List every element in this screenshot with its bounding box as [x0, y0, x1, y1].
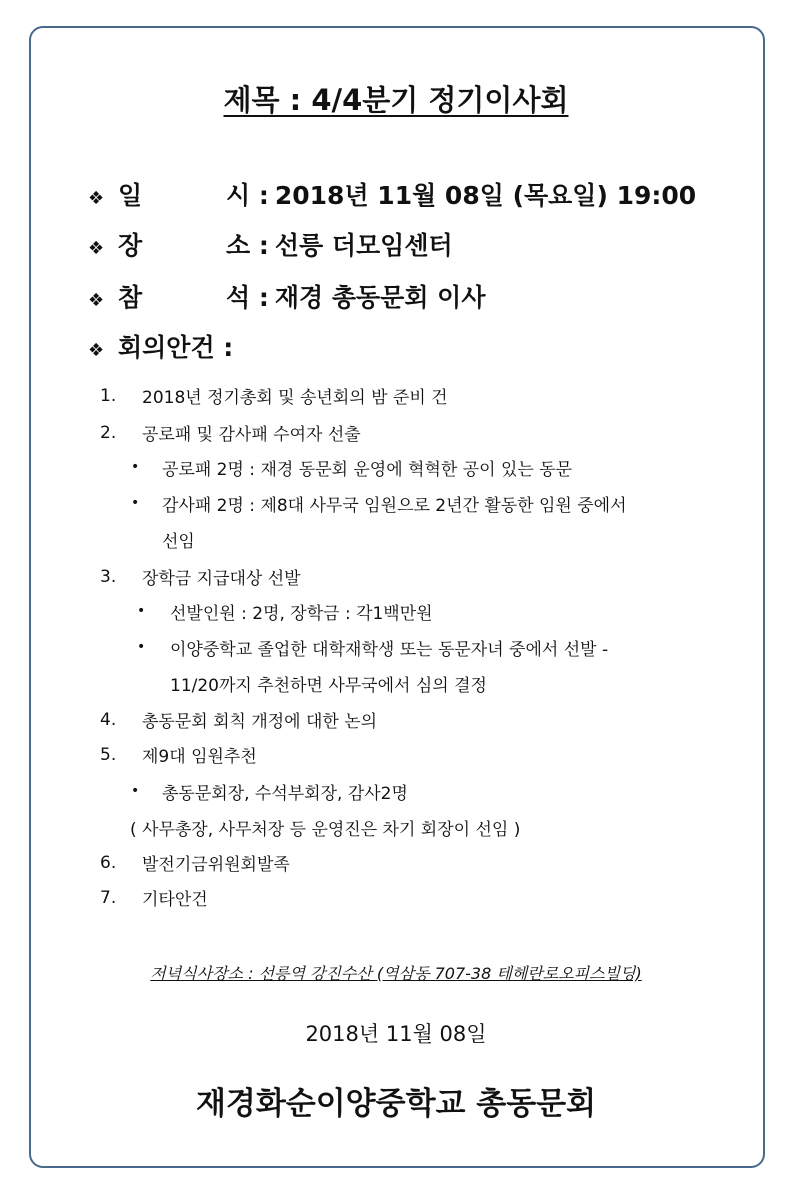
agenda-item-3: 장학금 지급대상 선발: [142, 569, 301, 589]
info-attend-label-tail: 석 :: [226, 283, 269, 312]
diamond-bullet-icon: ❖: [88, 238, 105, 259]
agenda-number: 7.: [100, 888, 117, 908]
info-place-label: 장: [118, 231, 143, 260]
info-place-label-tail: 소 :: [226, 231, 269, 260]
info-attend-label: 참: [118, 283, 143, 312]
info-attend-row: [88, 278, 486, 318]
info-date-value: 2018년 11월 08일 (목요일) 19:00: [274, 181, 697, 210]
agenda-item-5: 제9대 임원추천: [142, 747, 257, 767]
bullet-dot-icon: •: [131, 783, 140, 799]
bullet-dot-icon: •: [137, 639, 146, 655]
info-date-label: 일: [118, 181, 143, 210]
diamond-bullet-icon: ❖: [88, 340, 105, 361]
agenda-number: 2.: [100, 423, 117, 443]
agenda-item-4: 총동문회 회칙 개정에 대한 논의: [142, 712, 378, 732]
agenda-item-2-sub-2-cont: 선임: [162, 532, 195, 552]
agenda-item-3-sub-2: 이양중학교 졸업한 대학재학생 또는 동문자녀 중에서 선발 -: [170, 640, 609, 660]
info-place-row: [88, 226, 453, 266]
agenda-item-3-sub-2-cont: 11/20까지 추천하면 사무국에서 심의 결정: [170, 676, 487, 696]
agenda-number: 4.: [100, 710, 117, 730]
info-place-value: 선릉 더모임센터: [274, 231, 453, 260]
agenda-number: 1.: [100, 386, 117, 406]
agenda-item-5-sub-1: 총동문회장, 수석부회장, 감사2명: [162, 784, 408, 804]
agenda-item-5-note: ( 사무총장, 사무처장 등 운영진은 차기 회장이 선임 ): [130, 820, 521, 840]
agenda-item-6: 발전기금위원회발족: [142, 855, 290, 875]
agenda-item-3-sub-1: 선발인원 : 2명, 장학금 : 각1백만원: [170, 604, 433, 624]
agenda-item-2: 공로패 및 감사패 수여자 선출: [142, 425, 361, 445]
bullet-dot-icon: •: [137, 603, 146, 619]
document-title: 제목 : 4/4분기 정기이사회: [223, 83, 569, 117]
bullet-dot-icon: •: [131, 495, 140, 511]
agenda-number: 3.: [100, 567, 117, 587]
info-date-label-tail: 시 :: [226, 181, 269, 210]
info-date-row: [88, 176, 697, 216]
bullet-dot-icon: •: [131, 459, 140, 475]
agenda-number: 5.: [100, 745, 117, 765]
agenda-item-1: 2018년 정기총회 및 송년회의 밤 준비 건: [142, 388, 448, 408]
diamond-bullet-icon: ❖: [88, 188, 105, 209]
agenda-item-2-sub-1: 공로패 2명 : 재경 동문회 운영에 혁혁한 공이 있는 동문: [162, 460, 573, 480]
agenda-item-2-sub-2: 감사패 2명 : 제8대 사무국 임원으로 2년간 활동한 임원 중에서: [162, 496, 627, 516]
info-agenda-row: [88, 328, 233, 368]
organization-name: 재경화순이양중학교 총동문회: [195, 1086, 597, 1122]
info-agenda-label: 회의안건 :: [118, 333, 234, 362]
document-date: 2018년 11월 08일: [305, 1022, 487, 1046]
dinner-location: 저녁식사장소 : 선릉역 강진수산 (역삼동 707-38 테헤란로오피스빌딩): [150, 964, 642, 983]
agenda-number: 6.: [100, 853, 117, 873]
diamond-bullet-icon: ❖: [88, 290, 105, 311]
info-attend-value: 재경 총동문회 이사: [274, 283, 486, 312]
agenda-item-7: 기타안건: [142, 890, 208, 910]
